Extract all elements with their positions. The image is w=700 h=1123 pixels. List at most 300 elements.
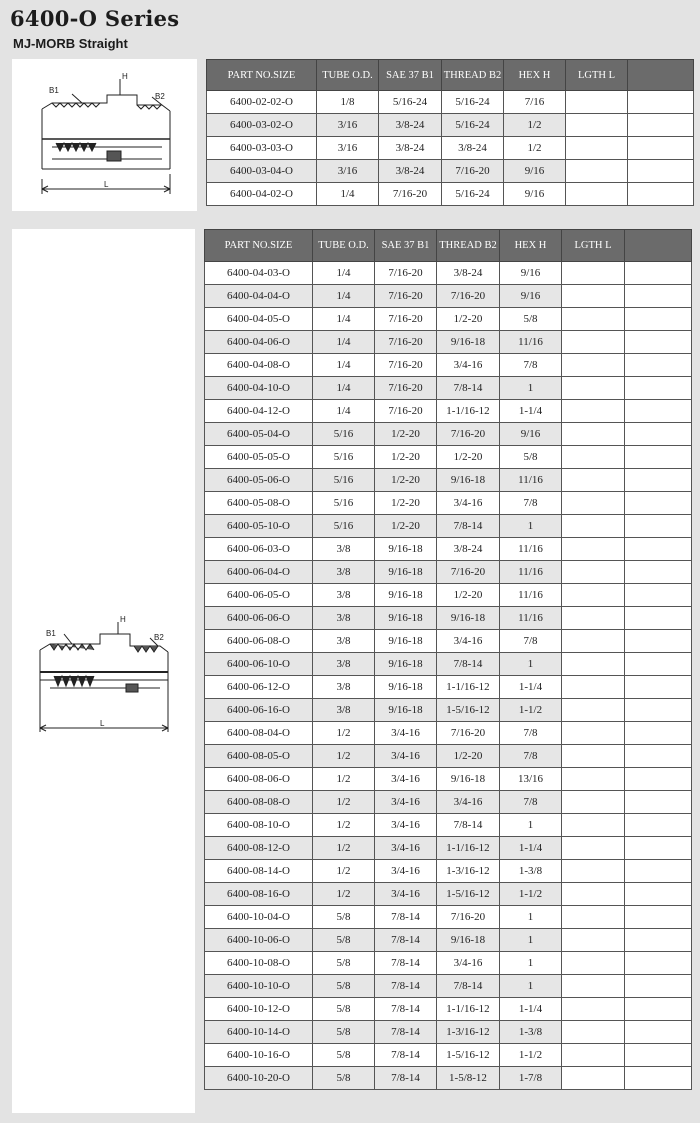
table-cell: 11/16 — [500, 561, 562, 584]
column-header: PART NO.SIZE — [205, 230, 313, 262]
empty-cell — [625, 883, 692, 906]
empty-cell — [562, 929, 625, 952]
table-cell: 3/8-24 — [379, 114, 442, 137]
table-cell: 1/2 — [313, 883, 375, 906]
table-cell: 1/2 — [313, 745, 375, 768]
table-cell: 1/2 — [313, 860, 375, 883]
empty-cell — [625, 768, 692, 791]
table-cell: 1/2 — [313, 768, 375, 791]
empty-cell — [625, 262, 692, 285]
table-cell: 9/16-18 — [375, 676, 437, 699]
table-cell: 3/8 — [313, 653, 375, 676]
table-cell: 1-5/16-12 — [437, 1044, 500, 1067]
table-cell: 7/16-20 — [379, 183, 442, 206]
empty-cell — [562, 860, 625, 883]
empty-cell — [625, 308, 692, 331]
table-cell: 9/16-18 — [437, 469, 500, 492]
table-cell: 3/4-16 — [375, 722, 437, 745]
table-cell: 1/2 — [504, 137, 566, 160]
table-cell: 7/8-14 — [437, 975, 500, 998]
table-cell: 7/16-20 — [442, 160, 504, 183]
empty-cell — [625, 584, 692, 607]
table-cell: 6400-08-05-O — [205, 745, 313, 768]
table-cell: 1 — [500, 975, 562, 998]
column-header — [628, 60, 694, 91]
table-cell: 1/2-20 — [375, 423, 437, 446]
table-cell: 5/16-24 — [442, 183, 504, 206]
table-row — [205, 331, 692, 354]
table-cell: 7/8 — [500, 791, 562, 814]
column-header: THREAD B2 — [437, 230, 500, 262]
table-row — [207, 114, 694, 137]
table-cell: 9/16 — [504, 160, 566, 183]
table-cell: 3/4-16 — [375, 745, 437, 768]
column-header: HEX H — [504, 60, 566, 91]
table-row — [205, 745, 692, 768]
empty-cell — [562, 377, 625, 400]
table-cell: 6400-10-08-O — [205, 952, 313, 975]
table-cell: 3/4-16 — [375, 814, 437, 837]
column-header: TUBE O.D. — [313, 230, 375, 262]
table-cell: 6400-04-08-O — [205, 354, 313, 377]
empty-cell — [625, 906, 692, 929]
empty-cell — [562, 308, 625, 331]
label-b1: B1 — [49, 86, 59, 95]
empty-cell — [562, 699, 625, 722]
empty-cell — [625, 538, 692, 561]
empty-cell — [625, 975, 692, 998]
table-cell: 3/16 — [317, 137, 379, 160]
table-cell: 1/4 — [313, 331, 375, 354]
empty-cell — [562, 676, 625, 699]
table-cell: 9/16-18 — [437, 607, 500, 630]
empty-cell — [625, 423, 692, 446]
column-header: PART NO.SIZE — [207, 60, 317, 91]
table-cell: 11/16 — [500, 331, 562, 354]
table-cell: 9/16-18 — [375, 699, 437, 722]
empty-cell — [562, 469, 625, 492]
empty-cell — [625, 561, 692, 584]
empty-cell — [625, 1044, 692, 1067]
table-cell: 7/16-20 — [375, 262, 437, 285]
table-cell: 5/8 — [313, 1044, 375, 1067]
empty-cell — [625, 722, 692, 745]
table-cell: 1/2-20 — [375, 515, 437, 538]
table-cell: 3/4-16 — [437, 354, 500, 377]
table-cell: 6400-04-05-O — [205, 308, 313, 331]
empty-cell — [628, 137, 694, 160]
empty-cell — [625, 860, 692, 883]
table-cell: 6400-04-10-O — [205, 377, 313, 400]
empty-cell — [562, 538, 625, 561]
table-row — [205, 906, 692, 929]
table-row — [207, 137, 694, 160]
table-cell: 13/16 — [500, 768, 562, 791]
table-cell: 1/4 — [313, 377, 375, 400]
table-cell: 1-3/16-12 — [437, 860, 500, 883]
empty-cell — [625, 791, 692, 814]
table-cell: 3/4-16 — [375, 837, 437, 860]
table-cell: 7/8-14 — [375, 998, 437, 1021]
table-cell: 1/4 — [313, 400, 375, 423]
table-cell: 6400-08-16-O — [205, 883, 313, 906]
table-cell: 6400-10-10-O — [205, 975, 313, 998]
table-row — [205, 1021, 692, 1044]
table-cell: 11/16 — [500, 469, 562, 492]
empty-cell — [566, 114, 628, 137]
table-row — [205, 354, 692, 377]
empty-cell — [562, 975, 625, 998]
table-cell: 5/16 — [313, 515, 375, 538]
table-cell: 1 — [500, 906, 562, 929]
fitting-diagram-top — [12, 59, 197, 211]
table-cell: 3/8 — [313, 538, 375, 561]
table-cell: 3/8 — [313, 584, 375, 607]
table-cell: 6400-06-06-O — [205, 607, 313, 630]
empty-cell — [625, 515, 692, 538]
table-cell: 7/16-20 — [375, 285, 437, 308]
table-cell: 1/4 — [313, 262, 375, 285]
empty-cell — [566, 91, 628, 114]
table-cell: 3/8-24 — [437, 538, 500, 561]
table-row — [205, 469, 692, 492]
empty-cell — [562, 331, 625, 354]
table-cell: 3/16 — [317, 160, 379, 183]
page-subtitle: MJ-MORB Straight — [13, 36, 128, 51]
table-row — [205, 285, 692, 308]
empty-cell — [562, 722, 625, 745]
empty-cell — [625, 1021, 692, 1044]
table-cell: 6400-05-05-O — [205, 446, 313, 469]
table-cell: 1/4 — [313, 308, 375, 331]
table-cell: 7/8 — [500, 492, 562, 515]
empty-cell — [625, 699, 692, 722]
table-cell: 7/16-20 — [375, 331, 437, 354]
table-cell: 3/4-16 — [375, 860, 437, 883]
table-cell: 1/2-20 — [375, 492, 437, 515]
empty-cell — [625, 607, 692, 630]
empty-cell — [562, 1067, 625, 1090]
table-cell: 3/8 — [313, 561, 375, 584]
empty-cell — [566, 137, 628, 160]
table-cell: 6400-10-14-O — [205, 1021, 313, 1044]
empty-cell — [625, 745, 692, 768]
table-cell: 1/2 — [504, 114, 566, 137]
table-row — [205, 768, 692, 791]
table-cell: 6400-08-14-O — [205, 860, 313, 883]
empty-cell — [625, 653, 692, 676]
table-cell: 1 — [500, 377, 562, 400]
table-cell: 3/4-16 — [375, 883, 437, 906]
column-header: THREAD B2 — [442, 60, 504, 91]
table-cell: 7/16-20 — [375, 377, 437, 400]
table-cell: 6400-08-08-O — [205, 791, 313, 814]
column-header: LGTH L — [566, 60, 628, 91]
empty-cell — [562, 285, 625, 308]
table-cell: 6400-03-02-O — [207, 114, 317, 137]
table-cell: 3/8-24 — [379, 137, 442, 160]
table-cell: 5/16 — [313, 446, 375, 469]
table-cell: 6400-06-08-O — [205, 630, 313, 653]
table-cell: 1-3/16-12 — [437, 1021, 500, 1044]
table-cell: 1-1/16-12 — [437, 837, 500, 860]
table-cell: 3/8 — [313, 699, 375, 722]
table-cell: 1-1/2 — [500, 883, 562, 906]
table-cell: 6400-06-05-O — [205, 584, 313, 607]
table-cell: 6400-05-04-O — [205, 423, 313, 446]
table-cell: 1/4 — [313, 354, 375, 377]
table-cell: 5/16-24 — [442, 114, 504, 137]
table-cell: 11/16 — [500, 584, 562, 607]
table-row — [207, 91, 694, 114]
table-cell: 1/2 — [313, 814, 375, 837]
empty-cell — [625, 929, 692, 952]
empty-cell — [562, 952, 625, 975]
table-cell: 3/8-24 — [442, 137, 504, 160]
table-cell: 1-5/16-12 — [437, 699, 500, 722]
table-cell: 9/16-18 — [375, 653, 437, 676]
table-cell: 6400-04-12-O — [205, 400, 313, 423]
table-cell: 6400-10-12-O — [205, 998, 313, 1021]
page-title: 6400-O Series — [10, 6, 180, 31]
table-row — [205, 538, 692, 561]
table-cell: 1/2-20 — [375, 446, 437, 469]
table-cell: 6400-06-03-O — [205, 538, 313, 561]
table-cell: 6400-10-06-O — [205, 929, 313, 952]
table-cell: 3/4-16 — [437, 952, 500, 975]
table-cell: 6400-06-16-O — [205, 699, 313, 722]
table-row — [205, 446, 692, 469]
empty-cell — [562, 607, 625, 630]
table-cell: 1/2 — [313, 837, 375, 860]
empty-cell — [562, 630, 625, 653]
table-cell: 3/8-24 — [437, 262, 500, 285]
table-cell: 6400-10-20-O — [205, 1067, 313, 1090]
table-cell: 5/8 — [313, 952, 375, 975]
table-cell: 5/8 — [313, 1021, 375, 1044]
label-l: L — [104, 180, 109, 189]
table-cell: 6400-04-06-O — [205, 331, 313, 354]
spec-table-top — [206, 59, 694, 206]
table-cell: 9/16-18 — [375, 561, 437, 584]
table-cell: 3/8-24 — [379, 160, 442, 183]
label-b2-bottom: B2 — [154, 633, 164, 642]
table-cell: 6400-06-12-O — [205, 676, 313, 699]
empty-cell — [562, 561, 625, 584]
empty-cell — [566, 183, 628, 206]
table-cell: 6400-04-04-O — [205, 285, 313, 308]
empty-cell — [625, 1067, 692, 1090]
empty-cell — [625, 354, 692, 377]
table-row — [205, 561, 692, 584]
empty-cell — [562, 1021, 625, 1044]
table-cell: 1/8 — [317, 91, 379, 114]
empty-cell — [625, 331, 692, 354]
table-cell: 7/8 — [500, 630, 562, 653]
empty-cell — [628, 183, 694, 206]
table-cell: 1-1/2 — [500, 699, 562, 722]
table-row — [205, 515, 692, 538]
table-row — [205, 400, 692, 423]
table-cell: 1/2-20 — [437, 308, 500, 331]
table-cell: 1 — [500, 929, 562, 952]
table-cell: 7/16-20 — [437, 423, 500, 446]
empty-cell — [625, 469, 692, 492]
table-cell: 7/8-14 — [437, 653, 500, 676]
table-cell: 9/16-18 — [375, 538, 437, 561]
table-cell: 6400-03-04-O — [207, 160, 317, 183]
table-cell: 1-5/16-12 — [437, 883, 500, 906]
table-cell: 1-1/16-12 — [437, 998, 500, 1021]
column-header: SAE 37 B1 — [375, 230, 437, 262]
table-cell: 5/8 — [313, 906, 375, 929]
table-cell: 11/16 — [500, 538, 562, 561]
empty-cell — [562, 515, 625, 538]
table-cell: 6400-08-12-O — [205, 837, 313, 860]
table-cell: 6400-05-08-O — [205, 492, 313, 515]
table-cell: 6400-05-06-O — [205, 469, 313, 492]
table-cell: 9/16 — [504, 183, 566, 206]
table-cell: 11/16 — [500, 607, 562, 630]
table-cell: 6400-02-02-O — [207, 91, 317, 114]
table-cell: 1 — [500, 814, 562, 837]
table-cell: 5/8 — [313, 975, 375, 998]
table-cell: 1/2-20 — [437, 745, 500, 768]
empty-cell — [562, 906, 625, 929]
table-cell: 7/8-14 — [375, 952, 437, 975]
empty-cell — [625, 952, 692, 975]
table-cell: 5/8 — [313, 1067, 375, 1090]
empty-cell — [562, 837, 625, 860]
table-cell: 7/8-14 — [375, 1044, 437, 1067]
table-cell: 7/16-20 — [437, 285, 500, 308]
table-cell: 1-7/8 — [500, 1067, 562, 1090]
table-cell: 7/8-14 — [437, 814, 500, 837]
table-cell: 7/16-20 — [375, 354, 437, 377]
table-row — [205, 653, 692, 676]
empty-cell — [625, 676, 692, 699]
table-cell: 9/16-18 — [375, 630, 437, 653]
empty-cell — [562, 262, 625, 285]
column-header: SAE 37 B1 — [379, 60, 442, 91]
table-cell: 7/8 — [500, 745, 562, 768]
table-cell: 1-1/4 — [500, 676, 562, 699]
table-cell: 5/16 — [313, 492, 375, 515]
label-h-bottom: H — [120, 615, 126, 624]
empty-cell — [625, 837, 692, 860]
empty-cell — [562, 492, 625, 515]
empty-cell — [566, 160, 628, 183]
table-cell: 9/16-18 — [437, 768, 500, 791]
table-cell: 6400-03-03-O — [207, 137, 317, 160]
table-cell: 9/16-18 — [437, 331, 500, 354]
table-cell: 1-1/2 — [500, 1044, 562, 1067]
table-row — [207, 183, 694, 206]
table-cell: 1/2-20 — [375, 469, 437, 492]
table-row — [205, 722, 692, 745]
empty-cell — [628, 91, 694, 114]
empty-cell — [625, 400, 692, 423]
empty-cell — [562, 653, 625, 676]
table-cell: 9/16-18 — [437, 929, 500, 952]
table-cell: 1/2-20 — [437, 446, 500, 469]
table-cell: 6400-05-10-O — [205, 515, 313, 538]
empty-cell — [562, 354, 625, 377]
empty-cell — [625, 998, 692, 1021]
table-cell: 5/8 — [500, 308, 562, 331]
table-row — [205, 584, 692, 607]
table-row — [205, 837, 692, 860]
label-b2: B2 — [155, 92, 165, 101]
table-cell: 1/2 — [313, 722, 375, 745]
header-row — [207, 60, 694, 91]
table-cell: 3/4-16 — [437, 492, 500, 515]
table-row — [205, 952, 692, 975]
column-header: TUBE O.D. — [317, 60, 379, 91]
table-cell: 7/8-14 — [437, 515, 500, 538]
table-cell: 1/2-20 — [437, 584, 500, 607]
table-cell: 3/16 — [317, 114, 379, 137]
spec-table-bottom — [204, 229, 692, 1090]
empty-cell — [562, 998, 625, 1021]
table-row — [205, 998, 692, 1021]
table-row — [205, 308, 692, 331]
table-cell: 1-1/4 — [500, 998, 562, 1021]
table-row — [205, 262, 692, 285]
table-cell: 9/16-18 — [375, 584, 437, 607]
table-cell: 1/4 — [313, 285, 375, 308]
table-row — [205, 1067, 692, 1090]
empty-cell — [562, 1044, 625, 1067]
table-cell: 3/8 — [313, 676, 375, 699]
table-cell: 7/8-14 — [375, 1021, 437, 1044]
table-cell: 7/16-20 — [437, 722, 500, 745]
table-cell: 9/16-18 — [375, 607, 437, 630]
empty-cell — [562, 768, 625, 791]
table-row — [205, 883, 692, 906]
table-cell: 5/8 — [500, 446, 562, 469]
empty-cell — [562, 814, 625, 837]
table-cell: 3/4-16 — [437, 791, 500, 814]
table-row — [205, 791, 692, 814]
empty-cell — [562, 400, 625, 423]
table-cell: 7/8 — [500, 722, 562, 745]
table-row — [205, 929, 692, 952]
table-cell: 1 — [500, 653, 562, 676]
table-row — [205, 630, 692, 653]
empty-cell — [562, 745, 625, 768]
label-l-bottom: L — [100, 719, 105, 728]
table-row — [207, 160, 694, 183]
table-cell: 3/4-16 — [375, 768, 437, 791]
table-cell: 5/16-24 — [442, 91, 504, 114]
table-cell: 7/16-20 — [375, 400, 437, 423]
table-cell: 6400-08-06-O — [205, 768, 313, 791]
table-cell: 7/16-20 — [437, 561, 500, 584]
header-row — [205, 230, 692, 262]
table-row — [205, 423, 692, 446]
table-cell: 1-5/8-12 — [437, 1067, 500, 1090]
table-row — [205, 377, 692, 400]
table-cell: 3/4-16 — [437, 630, 500, 653]
table-cell: 7/8-14 — [375, 975, 437, 998]
table-cell: 5/16-24 — [379, 91, 442, 114]
table-cell: 7/8-14 — [375, 1067, 437, 1090]
table-row — [205, 975, 692, 998]
table-cell: 5/16 — [313, 469, 375, 492]
table-cell: 1/2 — [313, 791, 375, 814]
table-cell: 1/4 — [317, 183, 379, 206]
